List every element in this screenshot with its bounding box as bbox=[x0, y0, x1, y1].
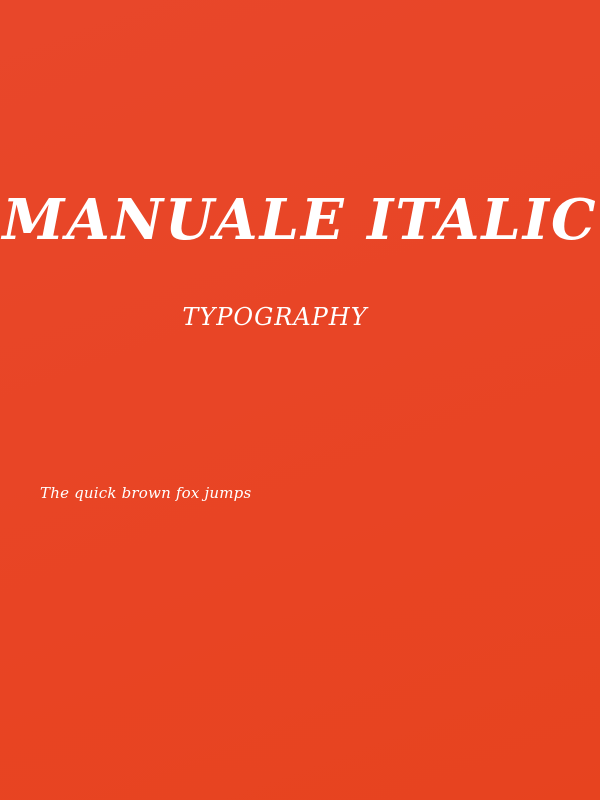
poster-subtitle: TYPOGRAPHY bbox=[182, 303, 368, 331]
page-title: MANUALE ITALIC bbox=[2, 187, 598, 253]
pangram-sample-text: The quick brown fox jumps bbox=[40, 484, 252, 502]
